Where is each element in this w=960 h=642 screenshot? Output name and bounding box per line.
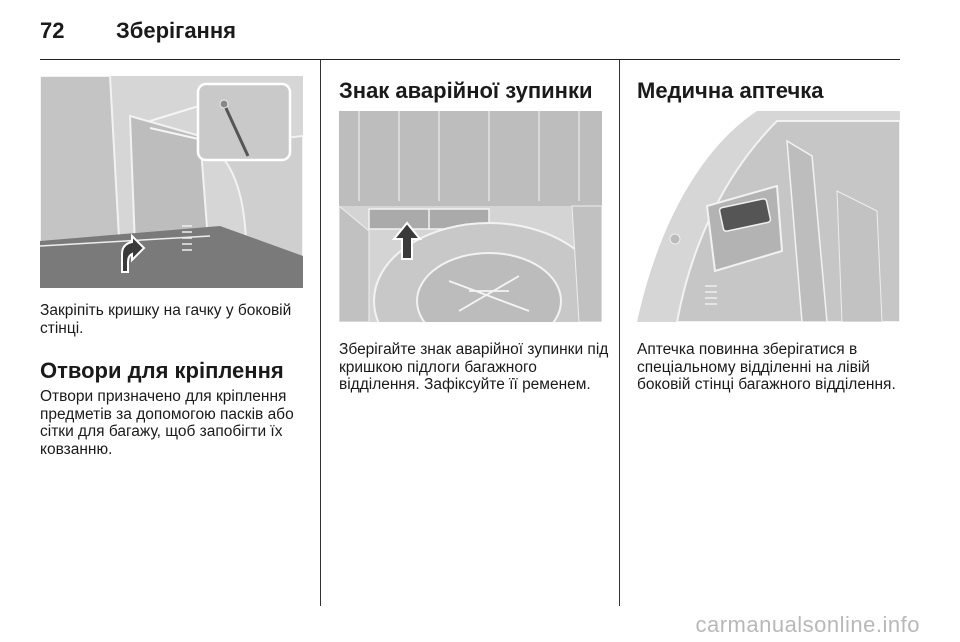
section-heading-first-aid-kit: Медична аптечка xyxy=(637,78,824,103)
column-divider-2 xyxy=(619,60,620,606)
page-number: 72 xyxy=(40,18,65,43)
section-text-lashing-eyes: Отвори призначено для кріплення предметів за допомогою пасків або сітки для багажу, щоб запобігти їх ковзанню. xyxy=(40,388,294,458)
page-header-title: Зберігання xyxy=(116,18,236,43)
figure-warning-triangle-storage xyxy=(339,111,602,322)
section-text-first-aid-kit: Аптечка повинна зберігатися в спеціальному відділенні на лівій боковій стінці багажного відділення. xyxy=(637,341,896,393)
section-text-warning-triangle: Зберігайте знак аварійної зупинки під кришкою підлоги багажного відділення. Зафіксуйте її ременем. xyxy=(339,341,609,393)
section-heading-warning-triangle: Знак аварійної зупинки xyxy=(339,78,593,103)
figure-caption-col1: Закріпіть кришку на гачку у боковій стінці. xyxy=(40,302,292,337)
figure-trunk-side-hook xyxy=(40,76,303,288)
header-rule xyxy=(40,59,900,60)
column-divider-1 xyxy=(320,60,321,606)
section-heading-lashing-eyes: Отвори для кріплення xyxy=(40,358,284,383)
watermark: carmanualsonline.info xyxy=(695,612,920,637)
figure-first-aid-kit-compartment xyxy=(637,111,900,322)
